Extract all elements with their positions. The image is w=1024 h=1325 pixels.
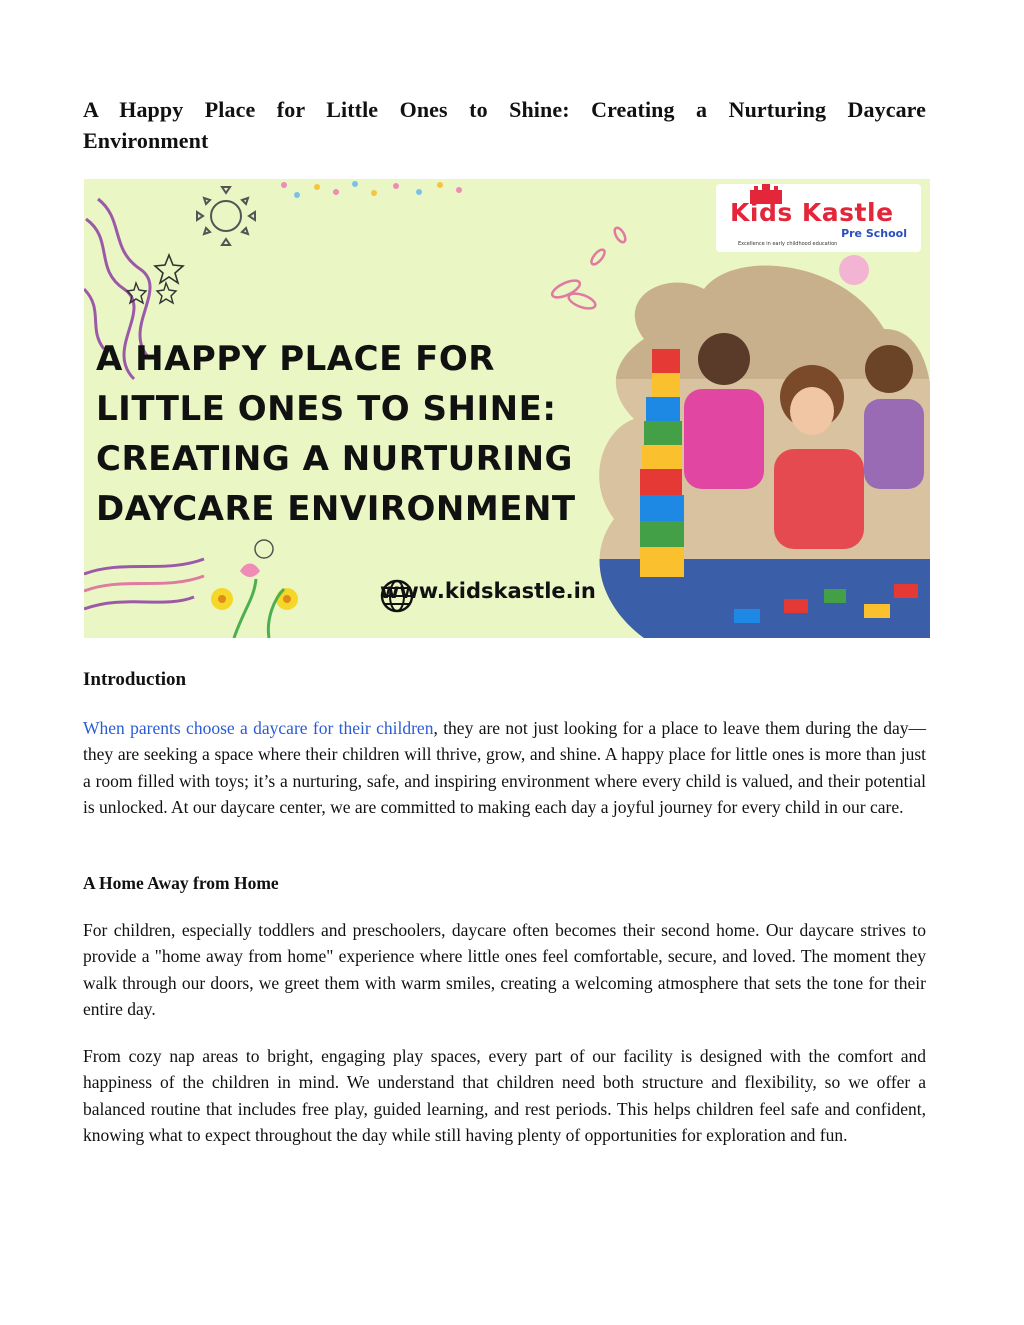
home-away-paragraph-2: From cozy nap areas to bright, engaging play spaces, every part of our facility is designed with the comfort and happiness of the children in mind. We understand that children need both structure and flexibility, so we offer a balanced routine that includes free play, guided learning, and rest periods. This helps children feel safe and confident, knowing what to expect throughout the day while still having plenty of opportunities for exploration and fun. xyxy=(83,1046,926,1146)
banner-headline-line: LITTLE ONES TO SHINE: xyxy=(96,389,557,429)
hero-banner-image xyxy=(84,179,930,638)
introduction-text: , they are not just looking for a place to leave them during the day—they are seeking a space where their children will thrive, grow, and shine. A happy place for little ones is more than just a room filled with toys; it’s a nurturing, safe, and inspiring environment where every child is valued, and their potential is unlocked. At our daycare center, we are committed to making each day a joyful journey for every child in our care. xyxy=(83,718,926,818)
logo-tagline: Excellence in early childhood education xyxy=(738,241,838,247)
logo-subtitle: Pre School xyxy=(841,227,907,240)
home-away-paragraph-1: For children, especially toddlers and preschoolers, daycare often becomes their second home. Our daycare strives to provide a "home away from home" experience where little ones feel comfortable, secure, and loved. The moment they walk through our doors, we greet them with warm smiles, creating a welcoming atmosphere that sets the tone for their entire day. xyxy=(83,920,926,1020)
daycare-link[interactable]: When parents choose a daycare for their children xyxy=(83,718,434,738)
title-line-2: Environment xyxy=(83,128,209,153)
banner-website xyxy=(380,579,596,603)
page-title xyxy=(83,94,926,156)
banner-headline-line: A HAPPY PLACE FOR xyxy=(96,339,495,379)
section-heading-home-away: A Home Away from Home xyxy=(83,873,279,893)
logo-name: Kids Kastle xyxy=(730,198,894,227)
section-heading-introduction: Introduction xyxy=(83,669,187,690)
title-line-1: A Happy Place for Little Ones to Shine: Creating a Nurturing Daycare xyxy=(83,97,926,122)
banner-headline-line: DAYCARE ENVIRONMENT xyxy=(96,489,576,529)
banner-headline xyxy=(96,334,616,534)
globe-icon xyxy=(380,579,414,613)
banner-headline-line: CREATING A NURTURING xyxy=(96,439,573,479)
introduction-paragraph xyxy=(83,715,926,821)
kids-kastle-logo xyxy=(716,184,921,252)
banner-website-url: www.kidskastle.in xyxy=(380,579,596,603)
